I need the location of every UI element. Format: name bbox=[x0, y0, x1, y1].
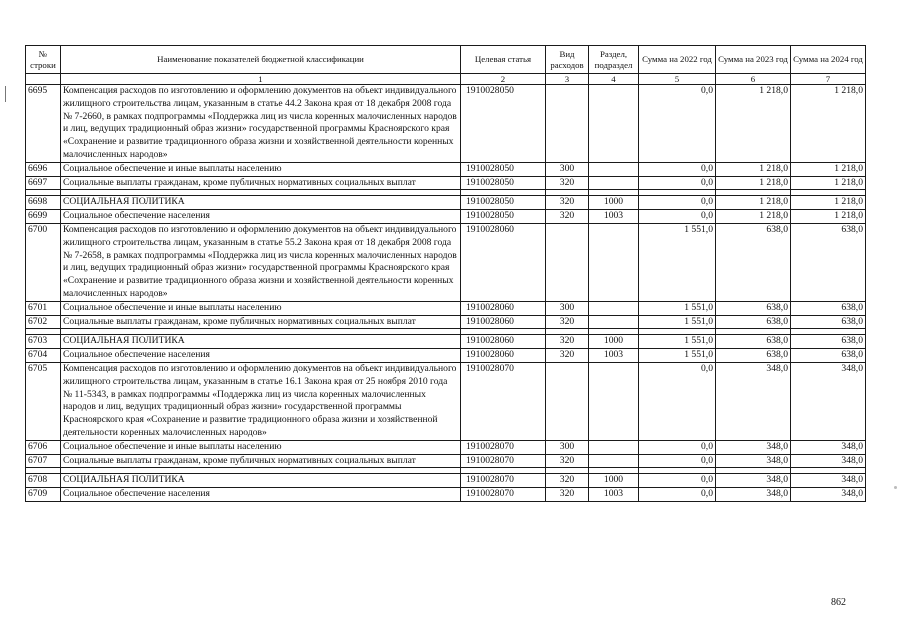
row-number-cell: 6706 bbox=[26, 440, 61, 454]
target-article-cell: 1910028070 bbox=[461, 488, 546, 502]
sum-2024-cell: 348,0 bbox=[791, 474, 866, 488]
sum-2023-cell: 638,0 bbox=[716, 301, 791, 315]
column-number-cell: 3 bbox=[546, 74, 589, 85]
margin-mark bbox=[5, 86, 6, 102]
sum-2024-cell: 348,0 bbox=[791, 488, 866, 502]
target-article-cell: 1910028060 bbox=[461, 315, 546, 329]
row-number-cell: 6700 bbox=[26, 223, 61, 301]
sum-2023-cell: 638,0 bbox=[716, 223, 791, 301]
sum-2022-cell: 0,0 bbox=[639, 474, 716, 488]
sum-2024-cell: 348,0 bbox=[791, 362, 866, 440]
table-row bbox=[26, 315, 866, 329]
indicator-name-cell: Компенсация расходов по изготовлению и оформлению документов на объект индивидуального жилищного строительства лицам, указанным в статье 55.2 Закона края от 18 декабря 2008 года № 7-2658, в рамках подпрограммы «Поддержка лиц из числа коренных малочисленных народов и лиц, ведущих традиционный образ жизни» государственной программы Красноярского края «Сохранение и развитие традиционного образа жизни и хозяйственной деятельности коренных малочисленных народов» bbox=[61, 223, 461, 301]
section-cell bbox=[589, 162, 639, 176]
target-article-cell: 1910028060 bbox=[461, 301, 546, 315]
table-row bbox=[26, 210, 866, 224]
sum-2022-cell: 0,0 bbox=[639, 85, 716, 163]
section-cell bbox=[589, 223, 639, 301]
sum-2022-cell: 0,0 bbox=[639, 488, 716, 502]
expense-type-cell: 320 bbox=[546, 474, 589, 488]
column-number-cell bbox=[26, 74, 61, 85]
column-number-cell: 7 bbox=[791, 74, 866, 85]
expense-type-cell: 320 bbox=[546, 176, 589, 190]
column-number-cell: 2 bbox=[461, 74, 546, 85]
sum-2024-cell: 638,0 bbox=[791, 349, 866, 363]
target-article-cell: 1910028070 bbox=[461, 474, 546, 488]
sum-2024-cell: 348,0 bbox=[791, 440, 866, 454]
header-cell-sum-2023: Сумма на 2023 год bbox=[716, 46, 791, 74]
header-cell-sum-2024: Сумма на 2024 год bbox=[791, 46, 866, 74]
expense-type-cell: 320 bbox=[546, 454, 589, 468]
row-number-cell: 6701 bbox=[26, 301, 61, 315]
table-row bbox=[26, 349, 866, 363]
table-row bbox=[26, 454, 866, 468]
column-number-row bbox=[26, 74, 866, 85]
expense-type-cell: 300 bbox=[546, 162, 589, 176]
row-number-cell: 6695 bbox=[26, 85, 61, 163]
column-number-cell: 1 bbox=[61, 74, 461, 85]
expense-type-cell: 320 bbox=[546, 196, 589, 210]
target-article-cell: 1910028070 bbox=[461, 454, 546, 468]
expense-type-cell: 320 bbox=[546, 349, 589, 363]
row-number-cell: 6709 bbox=[26, 488, 61, 502]
sum-2023-cell: 1 218,0 bbox=[716, 176, 791, 190]
sum-2022-cell: 0,0 bbox=[639, 196, 716, 210]
section-cell bbox=[589, 440, 639, 454]
section-cell bbox=[589, 315, 639, 329]
table-row bbox=[26, 301, 866, 315]
indicator-name-cell: Социальное обеспечение и иные выплаты населению bbox=[61, 301, 461, 315]
sum-2022-cell: 1 551,0 bbox=[639, 349, 716, 363]
sum-2024-cell: 1 218,0 bbox=[791, 85, 866, 163]
sum-2024-cell: 638,0 bbox=[791, 223, 866, 301]
scan-speck bbox=[894, 486, 897, 489]
expense-type-cell bbox=[546, 85, 589, 163]
indicator-name-cell: СОЦИАЛЬНАЯ ПОЛИТИКА bbox=[61, 335, 461, 349]
section-cell: 1003 bbox=[589, 488, 639, 502]
expense-type-cell: 300 bbox=[546, 301, 589, 315]
indicator-name-cell: Социальное обеспечение населения bbox=[61, 488, 461, 502]
sum-2023-cell: 638,0 bbox=[716, 349, 791, 363]
sum-2022-cell: 0,0 bbox=[639, 440, 716, 454]
sum-2023-cell: 1 218,0 bbox=[716, 85, 791, 163]
target-article-cell: 1910028050 bbox=[461, 210, 546, 224]
indicator-name-cell: Социальные выплаты гражданам, кроме публичных нормативных социальных выплат bbox=[61, 315, 461, 329]
sum-2024-cell: 638,0 bbox=[791, 301, 866, 315]
row-number-cell: 6696 bbox=[26, 162, 61, 176]
sum-2022-cell: 0,0 bbox=[639, 176, 716, 190]
sum-2022-cell: 0,0 bbox=[639, 362, 716, 440]
sum-2023-cell: 1 218,0 bbox=[716, 162, 791, 176]
table-row bbox=[26, 335, 866, 349]
section-cell: 1003 bbox=[589, 210, 639, 224]
target-article-cell: 1910028070 bbox=[461, 362, 546, 440]
table-row bbox=[26, 440, 866, 454]
sum-2023-cell: 348,0 bbox=[716, 454, 791, 468]
sum-2023-cell: 348,0 bbox=[716, 362, 791, 440]
target-article-cell: 1910028050 bbox=[461, 196, 546, 210]
indicator-name-cell: Социальные выплаты гражданам, кроме публичных нормативных социальных выплат bbox=[61, 454, 461, 468]
section-cell: 1000 bbox=[589, 335, 639, 349]
indicator-name-cell: Социальное обеспечение населения bbox=[61, 349, 461, 363]
table-row bbox=[26, 85, 866, 163]
sum-2023-cell: 1 218,0 bbox=[716, 196, 791, 210]
section-cell bbox=[589, 85, 639, 163]
indicator-name-cell: Социальное обеспечение и иные выплаты населению bbox=[61, 440, 461, 454]
expense-type-cell bbox=[546, 223, 589, 301]
sum-2023-cell: 348,0 bbox=[716, 440, 791, 454]
header-row bbox=[26, 46, 866, 74]
table-row bbox=[26, 474, 866, 488]
sum-2023-cell: 638,0 bbox=[716, 315, 791, 329]
indicator-name-cell: Компенсация расходов по изготовлению и оформлению документов на объект индивидуального жилищного строительства лицам, указанным в статье 44.2 Закона края от 18 декабря 2008 года № 7-2660, в рамках подпрограммы «Поддержка лиц из числа коренных малочисленных народов и лиц, ведущих традиционный образ жизни» государственной программы Красноярского края «Сохранение и развитие традиционного образа жизни и хозяйственной деятельности коренных малочисленных народов» bbox=[61, 85, 461, 163]
sum-2024-cell: 638,0 bbox=[791, 315, 866, 329]
row-number-cell: 6704 bbox=[26, 349, 61, 363]
column-number-cell: 5 bbox=[639, 74, 716, 85]
target-article-cell: 1910028050 bbox=[461, 85, 546, 163]
expense-type-cell: 320 bbox=[546, 335, 589, 349]
header-cell-section: Раздел, подраздел bbox=[589, 46, 639, 74]
sum-2022-cell: 1 551,0 bbox=[639, 301, 716, 315]
sum-2024-cell: 1 218,0 bbox=[791, 176, 866, 190]
indicator-name-cell: Социальное обеспечение населения bbox=[61, 210, 461, 224]
section-cell bbox=[589, 454, 639, 468]
header-cell-sum-2022: Сумма на 2022 год bbox=[639, 46, 716, 74]
indicator-name-cell: СОЦИАЛЬНАЯ ПОЛИТИКА bbox=[61, 196, 461, 210]
header-cell-expense-type: Вид расходов bbox=[546, 46, 589, 74]
section-cell: 1000 bbox=[589, 474, 639, 488]
sum-2022-cell: 0,0 bbox=[639, 210, 716, 224]
sum-2024-cell: 1 218,0 bbox=[791, 162, 866, 176]
table-row bbox=[26, 362, 866, 440]
sum-2022-cell: 1 551,0 bbox=[639, 315, 716, 329]
target-article-cell: 1910028060 bbox=[461, 335, 546, 349]
row-number-cell: 6702 bbox=[26, 315, 61, 329]
sum-2024-cell: 638,0 bbox=[791, 335, 866, 349]
table-row bbox=[26, 196, 866, 210]
table-row bbox=[26, 162, 866, 176]
section-cell: 1003 bbox=[589, 349, 639, 363]
section-cell: 1000 bbox=[589, 196, 639, 210]
expense-type-cell: 320 bbox=[546, 315, 589, 329]
sum-2024-cell: 1 218,0 bbox=[791, 210, 866, 224]
section-cell bbox=[589, 301, 639, 315]
indicator-name-cell: Социальные выплаты гражданам, кроме публичных нормативных социальных выплат bbox=[61, 176, 461, 190]
row-number-cell: 6703 bbox=[26, 335, 61, 349]
table-row bbox=[26, 488, 866, 502]
expense-type-cell: 320 bbox=[546, 488, 589, 502]
sum-2024-cell: 348,0 bbox=[791, 454, 866, 468]
expense-type-cell: 300 bbox=[546, 440, 589, 454]
row-number-cell: 6707 bbox=[26, 454, 61, 468]
sum-2023-cell: 638,0 bbox=[716, 335, 791, 349]
row-number-cell: 6708 bbox=[26, 474, 61, 488]
indicator-name-cell: Социальное обеспечение и иные выплаты населению bbox=[61, 162, 461, 176]
expense-type-cell bbox=[546, 362, 589, 440]
expense-type-cell: 320 bbox=[546, 210, 589, 224]
sum-2022-cell: 0,0 bbox=[639, 162, 716, 176]
sum-2023-cell: 348,0 bbox=[716, 488, 791, 502]
page-number: 862 bbox=[831, 597, 846, 608]
sum-2022-cell: 0,0 bbox=[639, 454, 716, 468]
sum-2022-cell: 1 551,0 bbox=[639, 223, 716, 301]
budget-table bbox=[25, 45, 866, 502]
target-article-cell: 1910028060 bbox=[461, 223, 546, 301]
target-article-cell: 1910028070 bbox=[461, 440, 546, 454]
section-cell bbox=[589, 176, 639, 190]
target-article-cell: 1910028050 bbox=[461, 176, 546, 190]
target-article-cell: 1910028050 bbox=[461, 162, 546, 176]
sum-2023-cell: 348,0 bbox=[716, 474, 791, 488]
sum-2024-cell: 1 218,0 bbox=[791, 196, 866, 210]
indicator-name-cell: СОЦИАЛЬНАЯ ПОЛИТИКА bbox=[61, 474, 461, 488]
header-cell-row-number: № строки bbox=[26, 46, 61, 74]
row-number-cell: 6697 bbox=[26, 176, 61, 190]
row-number-cell: 6698 bbox=[26, 196, 61, 210]
indicator-name-cell: Компенсация расходов по изготовлению и оформлению документов на объект индивидуального жилищного строительства лицам, указанным в статье 16.1 Закона края от 25 ноября 2010 года № 11-5343, в рамках подпрограммы «Поддержка лиц из числа коренных малочисленных народов и лиц, ведущих традиционный образ жизни» государственной программы Красноярского края «Сохранение и развитие традиционного образа жизни и хозяйственной деятельности коренных малочисленных народов» bbox=[61, 362, 461, 440]
table-row bbox=[26, 176, 866, 190]
section-cell bbox=[589, 362, 639, 440]
sum-2023-cell: 1 218,0 bbox=[716, 210, 791, 224]
target-article-cell: 1910028060 bbox=[461, 349, 546, 363]
column-number-cell: 6 bbox=[716, 74, 791, 85]
row-number-cell: 6699 bbox=[26, 210, 61, 224]
sum-2022-cell: 1 551,0 bbox=[639, 335, 716, 349]
header-cell-name: Наименование показателей бюджетной классификации bbox=[61, 46, 461, 74]
table-row bbox=[26, 223, 866, 301]
column-number-cell: 4 bbox=[589, 74, 639, 85]
row-number-cell: 6705 bbox=[26, 362, 61, 440]
header-cell-target-article: Целевая статья bbox=[461, 46, 546, 74]
